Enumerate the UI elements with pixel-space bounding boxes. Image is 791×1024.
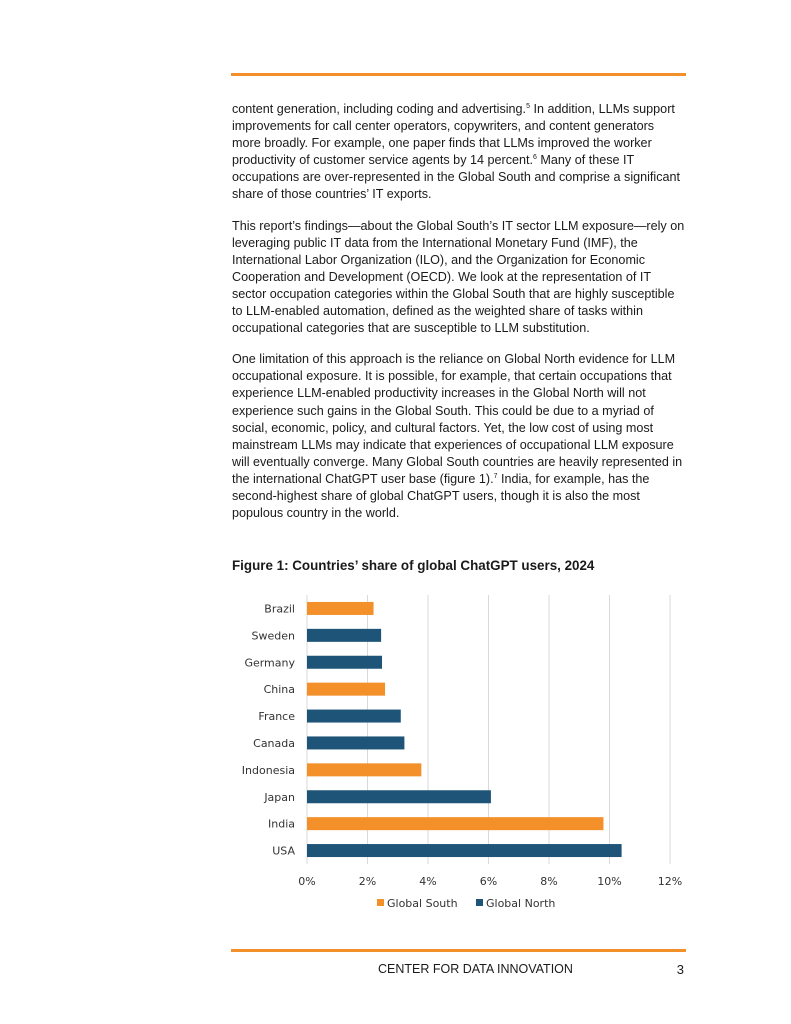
page-footer [231, 962, 686, 978]
x-tick-label: 2% [358, 875, 377, 888]
bar-japan [307, 790, 491, 803]
bar-brazil [307, 602, 374, 615]
y-tick-label: Sweden [251, 629, 295, 643]
y-tick-label: India [268, 817, 295, 831]
x-tick-label: 8% [540, 875, 558, 888]
footnote-ref[interactable]: 5 [526, 103, 530, 110]
paragraph-3: One limitation of this approach is the reliance on Global North evidence for LLM occupational exposure. It is possible, for example, that certain occupations that experience LLM-enabled productivity increases in the Global North will not experience such gains in the Global South. This could be due to a myriad of social, economic, policy, and cultural factors. Yet, the low cost of using most mainstream LLMs may indicate that experiences of occupational LLM exposure will eventually converge. Many Global South countries are heavily represented in the international ChatGPT user base (figure 1).$^7$ India, for example, has the second-highest share of global ChatGPT users, though it is also the most populous country in the world. [232, 352, 683, 521]
x-tick-label: 0% [298, 875, 316, 888]
y-tick-label: Indonesia [241, 763, 295, 777]
y-tick-label: France [258, 710, 295, 724]
bar-china [307, 683, 385, 696]
x-tick-label: 12% [657, 875, 683, 888]
page-number: 3 [676, 962, 684, 977]
footnote-ref[interactable]: 7 [493, 472, 498, 480]
y-tick-label: Brazil [264, 602, 295, 616]
y-tick-label: Germany [244, 656, 295, 670]
bar-india [307, 817, 603, 830]
header-rule [231, 73, 686, 76]
y-tick-label: Japan [264, 790, 295, 804]
y-tick-label: Canada [253, 736, 295, 750]
footer-org: CENTER FOR DATA INNOVATION [378, 962, 573, 976]
x-tick-label: 10% [597, 875, 622, 888]
legend-swatch [476, 899, 483, 906]
x-tick-label: 6% [479, 875, 498, 888]
legend-swatch [377, 899, 384, 906]
footer-rule [231, 949, 686, 952]
legend-label: Global South [387, 897, 458, 910]
legend-label: Global North [486, 897, 556, 910]
y-tick-label: China [263, 683, 295, 697]
figure-title: Figure 1: Countries’ share of global ChatGPT users, 2024 [232, 558, 595, 573]
x-tick-label: 4% [419, 875, 437, 888]
body-text [232, 101, 686, 536]
bar-usa [307, 844, 622, 857]
bar-sweden [307, 629, 381, 642]
bar-indonesia [307, 763, 421, 776]
bar-germany [307, 656, 382, 669]
bar-canada [307, 736, 404, 749]
bar-chart [230, 588, 690, 923]
bar-france [307, 710, 401, 723]
y-tick-label: USA [272, 844, 295, 858]
paragraph-1: content generation, including coding and advertising.$^5$ In addition, LLMs support improvements for call center operators, copywriters, and content generators more broadly. For example, one paper finds that LLMs improved the worker productivity of customer service agents by 14 percent.$^6$ Many of these IT occupations are over-represented in the Global South and comprise a significant share of those countries’ IT exports. [232, 102, 681, 202]
paragraph-2: This report’s findings—about the Global South’s IT sector LLM exposure—rely on leveraging public IT data from the International Monetary Fund (IMF), the International Labor Organization (ILO), and the Organization for Economic Cooperation and Development (OECD). We look at the representation of IT sector occupation categories within the Global South that are highly susceptible to LLM-enabled automation, defined as the weighted share of tasks within occupational categories that are susceptible to LLM substitution. [232, 218, 685, 336]
footnote-ref[interactable]: 6 [533, 154, 537, 162]
